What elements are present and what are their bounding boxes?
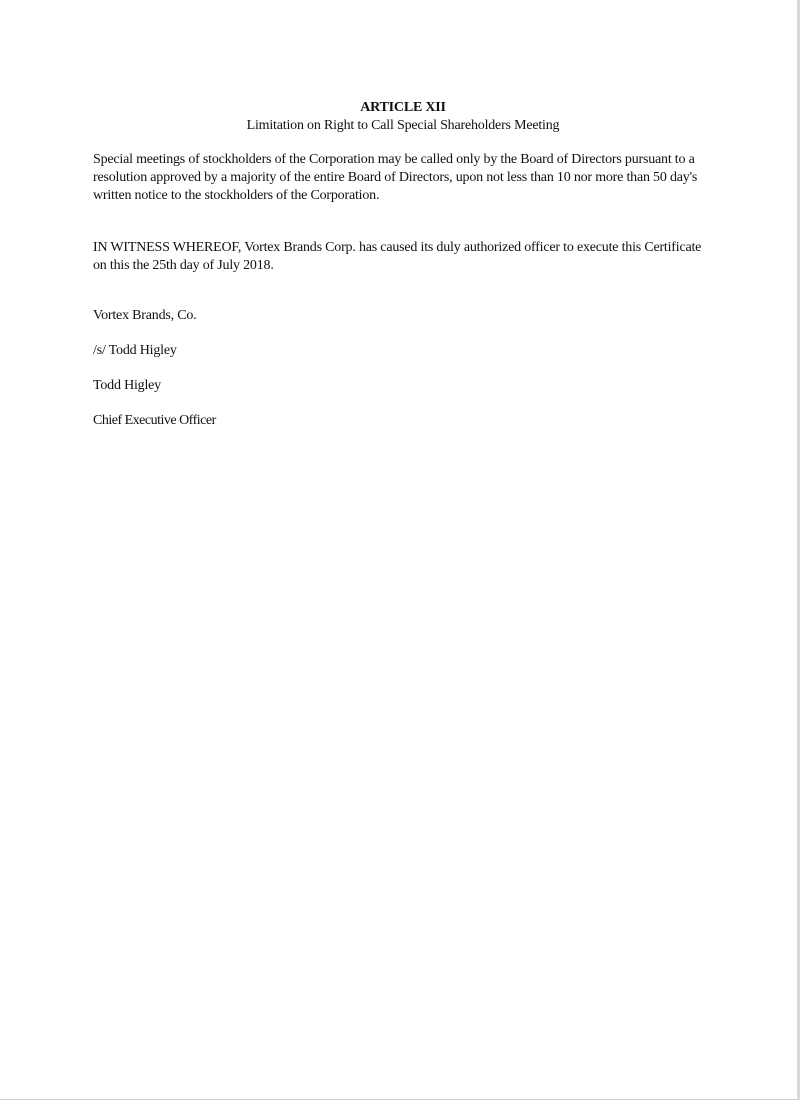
article-heading <box>93 99 713 135</box>
signature-block <box>93 307 713 430</box>
article-number: ARTICLE XII <box>360 100 446 115</box>
special-meetings-paragraph: Special meetings of stockholders of the Corporation may be called only by the Board of Directors pursuant to a resolution approved by a majority of the entire Board of Directors, upon not less than 10 nor more than 50 day's written notice to the stockholders of the Corporation. <box>93 152 698 203</box>
witness-paragraph: IN WITNESS WHEREOF, Vortex Brands Corp. has caused its duly authorized officer to execute this Certificate on this the 25th day of July 2018. <box>93 240 702 273</box>
signature-title: Chief Executive Officer <box>93 413 216 428</box>
signature-signed: /s/ Todd Higley <box>93 343 177 358</box>
signature-name: Todd Higley <box>93 378 161 393</box>
article-subtitle: Limitation on Right to Call Special Shareholders Meeting <box>246 118 560 133</box>
signature-company: Vortex Brands, Co. <box>93 308 197 323</box>
document-content <box>93 99 713 447</box>
